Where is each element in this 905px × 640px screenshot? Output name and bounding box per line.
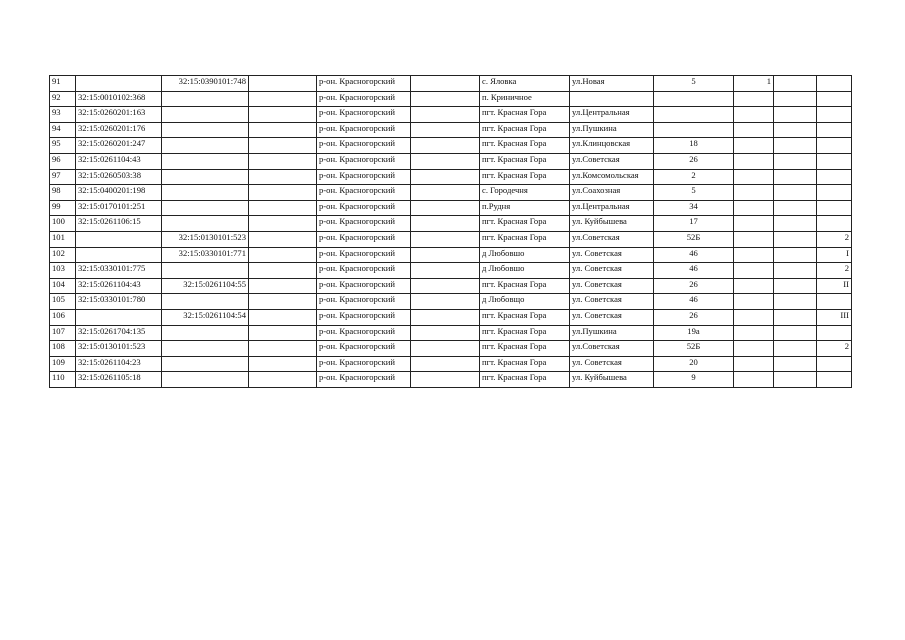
empty-cell [774,309,817,325]
cadastral-number-cell: 32:15:0010102:368 [76,91,162,107]
table-row [50,138,852,154]
street-cell: ул. Куйбышева [570,216,654,232]
table-row [50,122,852,138]
building-cell [734,278,774,294]
empty-cell [249,356,317,372]
district-cell: р-он. Красногорский [317,169,411,185]
cadastral-number-cell: 32:15:0260201:247 [76,138,162,154]
settlement-cell: пгт. Красная Гора [480,107,570,123]
cadastral-number-2-cell: 32:15:0261104:55 [162,278,249,294]
district-cell: р-он. Красногорский [317,216,411,232]
cadastral-number-2-cell [162,263,249,279]
building-cell [734,153,774,169]
apartment-cell [817,185,852,201]
address-registry-table [49,75,852,388]
row-number-cell: 94 [50,122,76,138]
building-cell [734,169,774,185]
row-number-cell: 91 [50,76,76,92]
district-cell: р-он. Красногорский [317,309,411,325]
empty-cell [411,294,480,310]
empty-cell [774,341,817,357]
cadastral-number-2-cell: 32:15:0130101:523 [162,231,249,247]
row-number-cell: 109 [50,356,76,372]
district-cell: р-он. Красногорский [317,278,411,294]
empty-cell [249,169,317,185]
settlement-cell: пгт. Красная Гора [480,153,570,169]
apartment-cell [817,153,852,169]
street-cell: ул. Советская [570,278,654,294]
cadastral-number-2-cell [162,122,249,138]
apartment-cell: III [817,309,852,325]
building-cell [734,231,774,247]
house-number-cell: 26 [654,278,734,294]
street-cell: ул.Центральная [570,200,654,216]
district-cell: р-он. Красногорский [317,247,411,263]
row-number-cell: 99 [50,200,76,216]
apartment-cell: I [817,247,852,263]
apartment-cell: 2 [817,263,852,279]
apartment-cell [817,294,852,310]
empty-cell [774,372,817,388]
empty-cell [411,185,480,201]
house-number-cell: 2 [654,169,734,185]
settlement-cell: п. Криничное [480,91,570,107]
street-cell: ул.Советская [570,341,654,357]
empty-cell [774,169,817,185]
house-number-cell [654,122,734,138]
house-number-cell: 26 [654,153,734,169]
row-number-cell: 96 [50,153,76,169]
house-number-cell: 46 [654,247,734,263]
table-body [50,76,852,388]
empty-cell [774,153,817,169]
empty-cell [774,91,817,107]
table-row [50,169,852,185]
table-row [50,231,852,247]
table-row [50,263,852,279]
table-row [50,185,852,201]
cadastral-number-2-cell [162,356,249,372]
building-cell [734,341,774,357]
street-cell: ул. Советская [570,263,654,279]
empty-cell [249,91,317,107]
cadastral-number-2-cell: 32:15:0261104:54 [162,309,249,325]
cadastral-number-cell: 32:15:0330101:780 [76,294,162,310]
house-number-cell: 5 [654,185,734,201]
row-number-cell: 92 [50,91,76,107]
settlement-cell: пгт. Красная Гора [480,325,570,341]
row-number-cell: 97 [50,169,76,185]
empty-cell [249,325,317,341]
row-number-cell: 104 [50,278,76,294]
building-cell [734,200,774,216]
table-row [50,278,852,294]
settlement-cell: п.Рудня [480,200,570,216]
cadastral-number-cell: 32:15:0261106:15 [76,216,162,232]
settlement-cell: с. Яловка [480,76,570,92]
district-cell: р-он. Красногорский [317,76,411,92]
empty-cell [774,247,817,263]
building-cell [734,356,774,372]
empty-cell [249,231,317,247]
cadastral-number-2-cell [162,185,249,201]
settlement-cell: д Любовщо [480,294,570,310]
empty-cell [774,138,817,154]
settlement-cell: пгт. Красная Гора [480,309,570,325]
table-row [50,107,852,123]
district-cell: р-он. Красногорский [317,231,411,247]
row-number-cell: 103 [50,263,76,279]
settlement-cell: пгт. Красная Гора [480,356,570,372]
street-cell: ул.Советская [570,153,654,169]
empty-cell [774,200,817,216]
apartment-cell [817,372,852,388]
empty-cell [411,153,480,169]
apartment-cell [817,169,852,185]
street-cell: ул.Клинцовская [570,138,654,154]
empty-cell [249,278,317,294]
table-row [50,91,852,107]
empty-cell [411,341,480,357]
house-number-cell: 5 [654,76,734,92]
empty-cell [411,356,480,372]
empty-cell [249,294,317,310]
apartment-cell: II [817,278,852,294]
cadastral-number-cell: 32:15:0261105:18 [76,372,162,388]
empty-cell [249,263,317,279]
house-number-cell: 20 [654,356,734,372]
empty-cell [411,169,480,185]
empty-cell [249,185,317,201]
street-cell: ул. Куйбышева [570,372,654,388]
table-row [50,153,852,169]
table-row [50,76,852,92]
empty-cell [411,200,480,216]
empty-cell [774,263,817,279]
apartment-cell [817,216,852,232]
row-number-cell: 98 [50,185,76,201]
building-cell [734,91,774,107]
cadastral-number-2-cell [162,200,249,216]
apartment-cell [817,91,852,107]
street-cell: ул. Советская [570,309,654,325]
building-cell [734,216,774,232]
settlement-cell: пгт. Красная Гора [480,341,570,357]
row-number-cell: 101 [50,231,76,247]
cadastral-number-2-cell [162,216,249,232]
empty-cell [249,372,317,388]
cadastral-number-2-cell: 32:15:0330101:771 [162,247,249,263]
district-cell: р-он. Красногорский [317,122,411,138]
cadastral-number-2-cell [162,169,249,185]
empty-cell [411,231,480,247]
district-cell: р-он. Красногорский [317,185,411,201]
cadastral-number-2-cell [162,372,249,388]
district-cell: р-он. Красногорский [317,200,411,216]
row-number-cell: 108 [50,341,76,357]
street-cell: ул.Центральная [570,107,654,123]
house-number-cell [654,91,734,107]
cadastral-number-cell: 32:15:0261104:23 [76,356,162,372]
empty-cell [411,309,480,325]
empty-cell [774,185,817,201]
table-row [50,294,852,310]
empty-cell [774,278,817,294]
district-cell: р-он. Красногорский [317,91,411,107]
cadastral-number-cell [76,231,162,247]
settlement-cell: пгт. Красная Гора [480,138,570,154]
empty-cell [249,309,317,325]
row-number-cell: 105 [50,294,76,310]
street-cell [570,91,654,107]
apartment-cell [817,325,852,341]
empty-cell [411,138,480,154]
building-cell [734,325,774,341]
house-number-cell: 26 [654,309,734,325]
table-row [50,200,852,216]
cadastral-number-cell: 32:15:0330101:775 [76,263,162,279]
empty-cell [774,76,817,92]
street-cell: ул. Советская [570,247,654,263]
cadastral-number-cell: 32:15:0400201:198 [76,185,162,201]
apartment-cell [817,138,852,154]
district-cell: р-он. Красногорский [317,107,411,123]
street-cell: ул.Пушкина [570,122,654,138]
empty-cell [249,76,317,92]
table-row [50,247,852,263]
settlement-cell: пгт. Красная Гора [480,122,570,138]
cadastral-number-cell [76,309,162,325]
empty-cell [411,91,480,107]
empty-cell [249,153,317,169]
district-cell: р-он. Красногорский [317,153,411,169]
settlement-cell: д Любовшо [480,263,570,279]
empty-cell [774,107,817,123]
cadastral-number-cell: 32:15:0260201:163 [76,107,162,123]
cadastral-number-cell: 32:15:0261704:135 [76,325,162,341]
settlement-cell: пгт. Красная Гора [480,169,570,185]
apartment-cell [817,107,852,123]
building-cell [734,185,774,201]
district-cell: р-он. Красногорский [317,325,411,341]
row-number-cell: 106 [50,309,76,325]
empty-cell [249,107,317,123]
cadastral-number-cell: 32:15:0260201:176 [76,122,162,138]
cadastral-number-2-cell: 32:15:0390101:748 [162,76,249,92]
empty-cell [774,356,817,372]
empty-cell [774,294,817,310]
district-cell: р-он. Красногорский [317,138,411,154]
house-number-cell [654,107,734,123]
table-row [50,325,852,341]
empty-cell [411,247,480,263]
cadastral-number-2-cell [162,294,249,310]
table-row [50,341,852,357]
empty-cell [411,278,480,294]
district-cell: р-он. Красногорский [317,356,411,372]
cadastral-number-cell: 32:15:0261104:43 [76,153,162,169]
building-cell [734,263,774,279]
empty-cell [249,122,317,138]
cadastral-number-cell: 32:15:0170101:251 [76,200,162,216]
street-cell: ул. Советская [570,356,654,372]
row-number-cell: 102 [50,247,76,263]
table-row [50,309,852,325]
apartment-cell [817,356,852,372]
house-number-cell: 18 [654,138,734,154]
settlement-cell: пгт. Красная Гора [480,278,570,294]
apartment-cell: 2 [817,231,852,247]
house-number-cell: 19а [654,325,734,341]
building-cell: 1 [734,76,774,92]
row-number-cell: 100 [50,216,76,232]
street-cell: ул.Соахозная [570,185,654,201]
district-cell: р-он. Красногорский [317,341,411,357]
table-row [50,356,852,372]
row-number-cell: 107 [50,325,76,341]
empty-cell [249,200,317,216]
cadastral-number-cell: 32:15:0261104:43 [76,278,162,294]
empty-cell [411,107,480,123]
building-cell [734,372,774,388]
apartment-cell [817,122,852,138]
cadastral-number-cell: 32:15:0130101:523 [76,341,162,357]
empty-cell [774,325,817,341]
row-number-cell: 110 [50,372,76,388]
row-number-cell: 95 [50,138,76,154]
empty-cell [774,231,817,247]
cadastral-number-cell: 32:15:0260503:38 [76,169,162,185]
settlement-cell: д Любовшо [480,247,570,263]
settlement-cell: с. Городечня [480,185,570,201]
empty-cell [774,122,817,138]
street-cell: ул.Пушкина [570,325,654,341]
settlement-cell: пгт. Красная Гора [480,372,570,388]
house-number-cell: 34 [654,200,734,216]
building-cell [734,309,774,325]
building-cell [734,294,774,310]
empty-cell [249,341,317,357]
house-number-cell: 17 [654,216,734,232]
cadastral-number-2-cell [162,153,249,169]
building-cell [734,107,774,123]
street-cell: ул. Советская [570,294,654,310]
empty-cell [411,372,480,388]
house-number-cell: 52Б [654,341,734,357]
apartment-cell: 2 [817,341,852,357]
house-number-cell: 9 [654,372,734,388]
cadastral-number-2-cell [162,341,249,357]
table-row [50,216,852,232]
settlement-cell: пгт. Красная Гора [480,216,570,232]
house-number-cell: 52Б [654,231,734,247]
street-cell: ул.Комсомольская [570,169,654,185]
apartment-cell [817,200,852,216]
empty-cell [249,216,317,232]
cadastral-number-2-cell [162,91,249,107]
empty-cell [411,216,480,232]
row-number-cell: 93 [50,107,76,123]
empty-cell [249,247,317,263]
empty-cell [411,325,480,341]
building-cell [734,122,774,138]
district-cell: р-он. Красногорский [317,372,411,388]
apartment-cell [817,76,852,92]
cadastral-number-2-cell [162,138,249,154]
street-cell: ул.Советская [570,231,654,247]
district-cell: р-он. Красногорский [317,263,411,279]
empty-cell [249,138,317,154]
cadastral-number-cell [76,76,162,92]
building-cell [734,247,774,263]
house-number-cell: 46 [654,263,734,279]
cadastral-number-cell [76,247,162,263]
house-number-cell: 46 [654,294,734,310]
district-cell: р-он. Красногорский [317,294,411,310]
cadastral-number-2-cell [162,325,249,341]
empty-cell [774,216,817,232]
building-cell [734,138,774,154]
street-cell: ул.Новая [570,76,654,92]
empty-cell [411,122,480,138]
empty-cell [411,263,480,279]
settlement-cell: пгт. Красная Гора [480,231,570,247]
table-row [50,372,852,388]
empty-cell [411,76,480,92]
cadastral-number-2-cell [162,107,249,123]
